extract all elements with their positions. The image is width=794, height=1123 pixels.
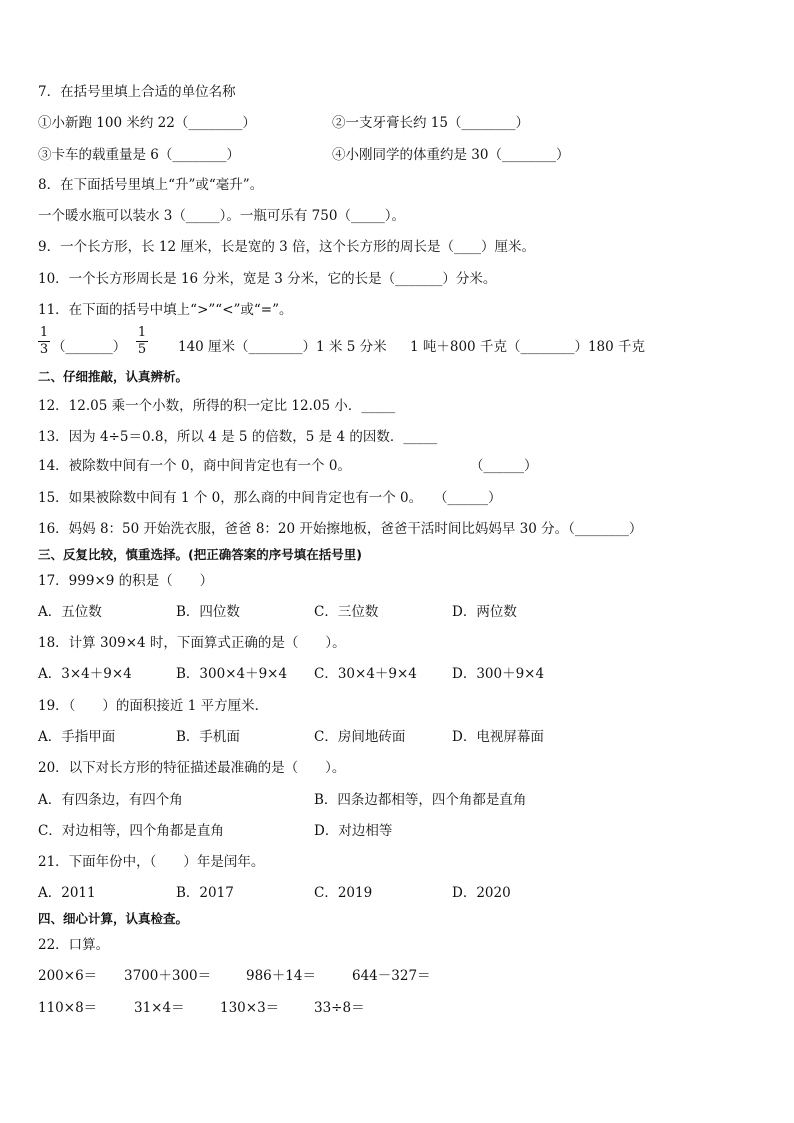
- q16: 16．妈妈 8：50 开始洗衣服，爸爸 8：20 开始擦地板，爸爸干活时间比妈妈早 30 分。（________）: [38, 521, 643, 537]
- q21-option-b: B．2017: [176, 885, 234, 901]
- q22-row1-item-2: 3700＋300＝: [124, 968, 212, 984]
- q20-option-a: A．有四条边，有四个角: [38, 792, 183, 808]
- q11-fraction-2: [136, 326, 148, 357]
- q15-blank: （______）: [434, 490, 502, 506]
- q18-stem: 18．计算 309×4 时，下面算式正确的是（ ）。: [38, 635, 346, 651]
- q20-stem: 20．以下对长方形的特征描述最准确的是（ ）。: [38, 760, 346, 776]
- q17-option-c: C．三位数: [314, 604, 379, 620]
- q18-option-c: C．30×4＋9×4: [314, 666, 417, 682]
- q22-row2-item-4: 33÷8＝: [314, 1000, 365, 1016]
- q11-item-b: 140 厘米（________）1 米 5 分米: [178, 339, 387, 355]
- q21-option-d: D．2020: [452, 885, 511, 901]
- section-2-heading: 二、仔细推敲，认真辨析。: [38, 369, 189, 384]
- fraction-1-numerator: 1: [39, 325, 49, 340]
- q7-stem: 7．在括号里填上合适的单位名称: [38, 84, 236, 100]
- q18-option-b: B．300×4＋9×4: [176, 666, 288, 682]
- section-3-heading: 三、反复比较，慎重选择。(把正确答案的序号填在括号里): [38, 547, 362, 562]
- q7-item-a: ①小新跑 100 米约 22（________）: [38, 115, 256, 131]
- q12: 12．12.05 乘一个小数，所得的积一定比 12.05 小．_____: [38, 398, 396, 414]
- q22-row2-item-2: 31×4＝: [134, 1000, 185, 1016]
- q9: 9．一个长方形，长 12 厘米，长是宽的 3 倍，这个长方形的周长是（____）厘米。: [38, 239, 536, 255]
- q7-item-d: ④小刚同学的体重约是 30（________）: [332, 147, 570, 163]
- q22-row1-item-4: 644－327＝: [352, 968, 431, 984]
- fraction-2-denominator: 5: [137, 342, 147, 357]
- q21-option-c: C．2019: [314, 885, 373, 901]
- q21-stem: 21．下面年份中，（ ）年是闰年。: [38, 854, 265, 870]
- q18-option-d: D．300＋9×4: [452, 666, 545, 682]
- q22-stem: 22．口算。: [38, 937, 110, 953]
- q19-option-d: D．电视屏幕面: [452, 729, 544, 745]
- q17-option-a: A．五位数: [38, 604, 102, 620]
- q22-row1-item-3: 986＋14＝: [246, 968, 316, 984]
- q17-option-d: D．两位数: [452, 604, 517, 620]
- q11-blank-1: （_______）: [52, 339, 127, 355]
- q11-item-c: 1 吨＋800 千克（________）180 千克: [410, 339, 645, 355]
- q20-option-c: C．对边相等，四个角都是直角: [38, 823, 224, 839]
- fraction-2-numerator: 1: [137, 325, 147, 340]
- q17-option-b: B．四位数: [176, 604, 240, 620]
- q14: 14．被除数中间有一个 0，商中间肯定也有一个 0。: [38, 458, 351, 474]
- q15: 15．如果被除数中间有 1 个 0，那么商的中间肯定也有一个 0。: [38, 490, 423, 506]
- q8-line: 一个暖水瓶可以装水 3（_____）。一瓶可乐有 750（_____）。: [38, 208, 405, 224]
- q11-stem: 11．在下面的括号中填上“>”“<”或“=”。: [38, 302, 293, 318]
- q22-row2-item-3: 130×3＝: [220, 1000, 280, 1016]
- q19-stem: 19．（ ）的面积接近 1 平方厘米．: [38, 698, 269, 714]
- q20-option-b: B．四条边都相等，四个角都是直角: [314, 792, 527, 808]
- q19-option-a: A．手指甲面: [38, 729, 116, 745]
- q14-blank: （______）: [470, 458, 538, 474]
- q19-option-b: B．手机面: [176, 729, 240, 745]
- q10: 10．一个长方形周长是 16 分米，宽是 3 分米，它的长是（_______）分米。: [38, 271, 497, 287]
- q19-option-c: C．房间地砖面: [314, 729, 406, 745]
- q18-option-a: A．3×4＋9×4: [38, 666, 132, 682]
- q22-row1-item-1: 200×6＝: [38, 968, 98, 984]
- section-4-heading: 四、细心计算，认真检查。: [38, 911, 189, 926]
- q22-row2-item-1: 110×8＝: [38, 1000, 98, 1016]
- q7-item-c: ③卡车的载重量是 6（________）: [38, 147, 240, 163]
- q21-option-a: A．2011: [38, 885, 96, 901]
- fraction-1-denominator: 3: [39, 342, 49, 357]
- q20-option-d: D．对边相等: [314, 823, 393, 839]
- q17-stem: 17．999×9 的积是（ ）: [38, 573, 214, 589]
- q8-stem: 8．在下面括号里填上“升”或“毫升”。: [38, 177, 264, 193]
- q7-item-b: ②一支牙膏长约 15（________）: [332, 115, 529, 131]
- q11-fraction-1: [38, 326, 50, 357]
- q13: 13．因为 4÷5＝0.8，所以 4 是 5 的倍数，5 是 4 的因数．_____: [38, 429, 438, 445]
